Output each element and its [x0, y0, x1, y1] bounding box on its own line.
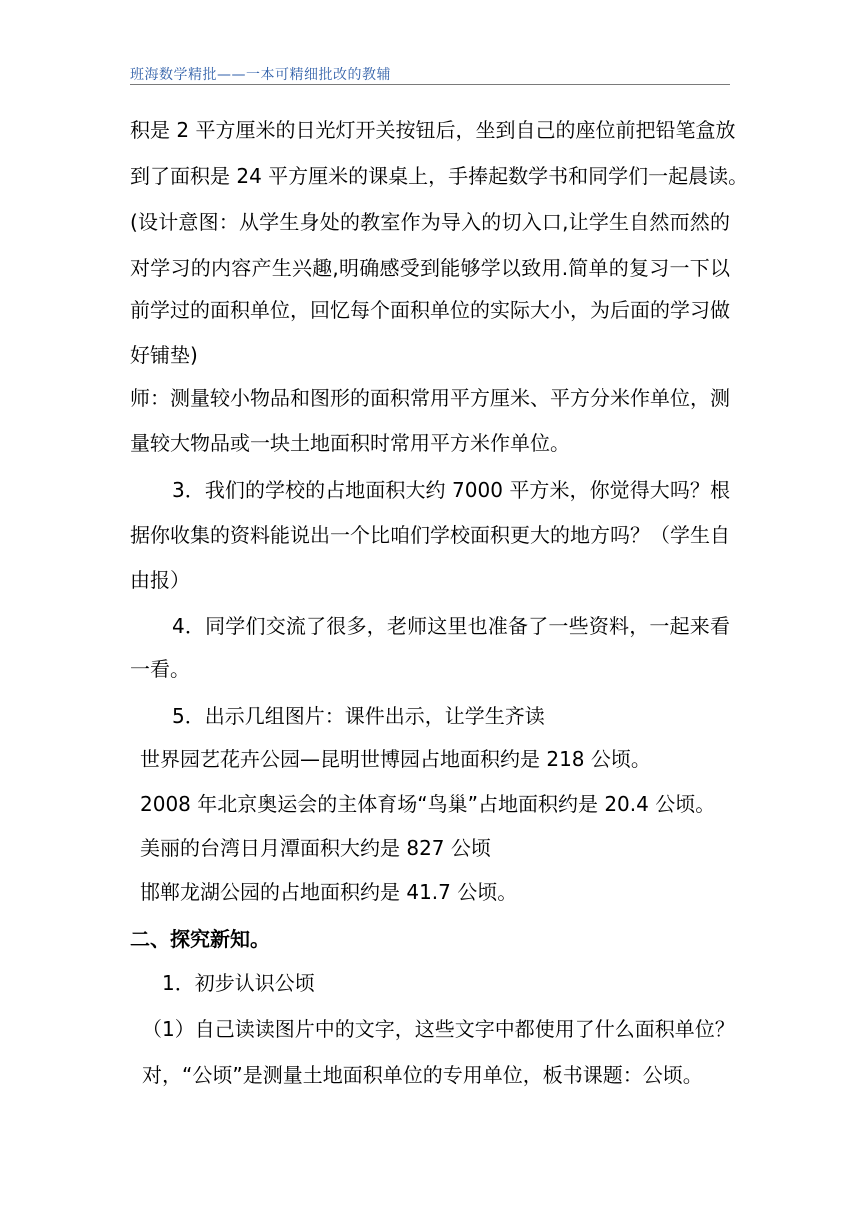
body-line: 好铺垫) — [130, 343, 198, 367]
body-line: 量较大物品或一块土地面积时常用平方米作单位。 — [130, 431, 570, 455]
list-item: 邯郸龙湖公园的占地面积约是 41.7 公顷。 — [140, 880, 518, 904]
list-item: 美丽的台湾日月潭面积大约是 827 公顷 — [140, 836, 491, 860]
header-title: 班海数学精批——一本可精细批改的教辅 — [130, 67, 391, 83]
list-item: 2008 年北京奥运会的主体育场“鸟巢”占地面积约是 20.4 公顷。 — [140, 792, 716, 816]
section-heading: 二、探究新知。 — [130, 927, 270, 951]
subsection-heading: 1．初步认识公顷 — [162, 971, 315, 995]
body-line: 5．出示几组图片：课件出示，让学生齐读 — [172, 704, 545, 728]
body-line: 前学过的面积单位，回忆每个面积单位的实际大小，为后面的学习做 — [130, 298, 730, 322]
body-line: （1）自己读读图片中的文字，这些文字中都使用了什么面积单位？ — [142, 1017, 735, 1041]
body-line: 据你收集的资料能说出一个比咱们学校面积更大的地方吗？（学生自 — [130, 523, 730, 547]
body-line: 对，“公顷”是测量土地面积单位的专用单位，板书课题：公顷。 — [142, 1063, 703, 1087]
body-line: 到了面积是 24 平方厘米的课桌上，手捧起数学书和同学们一起晨读。 — [130, 164, 749, 188]
page-header — [130, 56, 730, 85]
body-line: 4．同学们交流了很多，老师这里也准备了一些资料，一起来看 — [172, 614, 730, 638]
body-line: 由报） — [130, 568, 190, 592]
body-line: 师：测量较小物品和图形的面积常用平方厘米、平方分米作单位，测 — [130, 386, 730, 410]
body-line: 对学习的内容产生兴趣,明确感受到能够学以致用.简单的复习一下以 — [130, 256, 730, 280]
body-line: 3．我们的学校的占地面积大约 7000 平方米，你觉得大吗？根 — [172, 478, 730, 502]
body-line: (设计意图：从学生身处的教室作为导入的切入口,让学生自然而然的 — [130, 210, 730, 234]
body-line: 一看。 — [130, 657, 190, 681]
list-item: 世界园艺花卉公园—昆明世博园占地面积约是 218 公顷。 — [140, 747, 651, 771]
body-line: 积是 2 平方厘米的日光灯开关按钮后，坐到自己的座位前把铅笔盒放 — [130, 118, 736, 142]
